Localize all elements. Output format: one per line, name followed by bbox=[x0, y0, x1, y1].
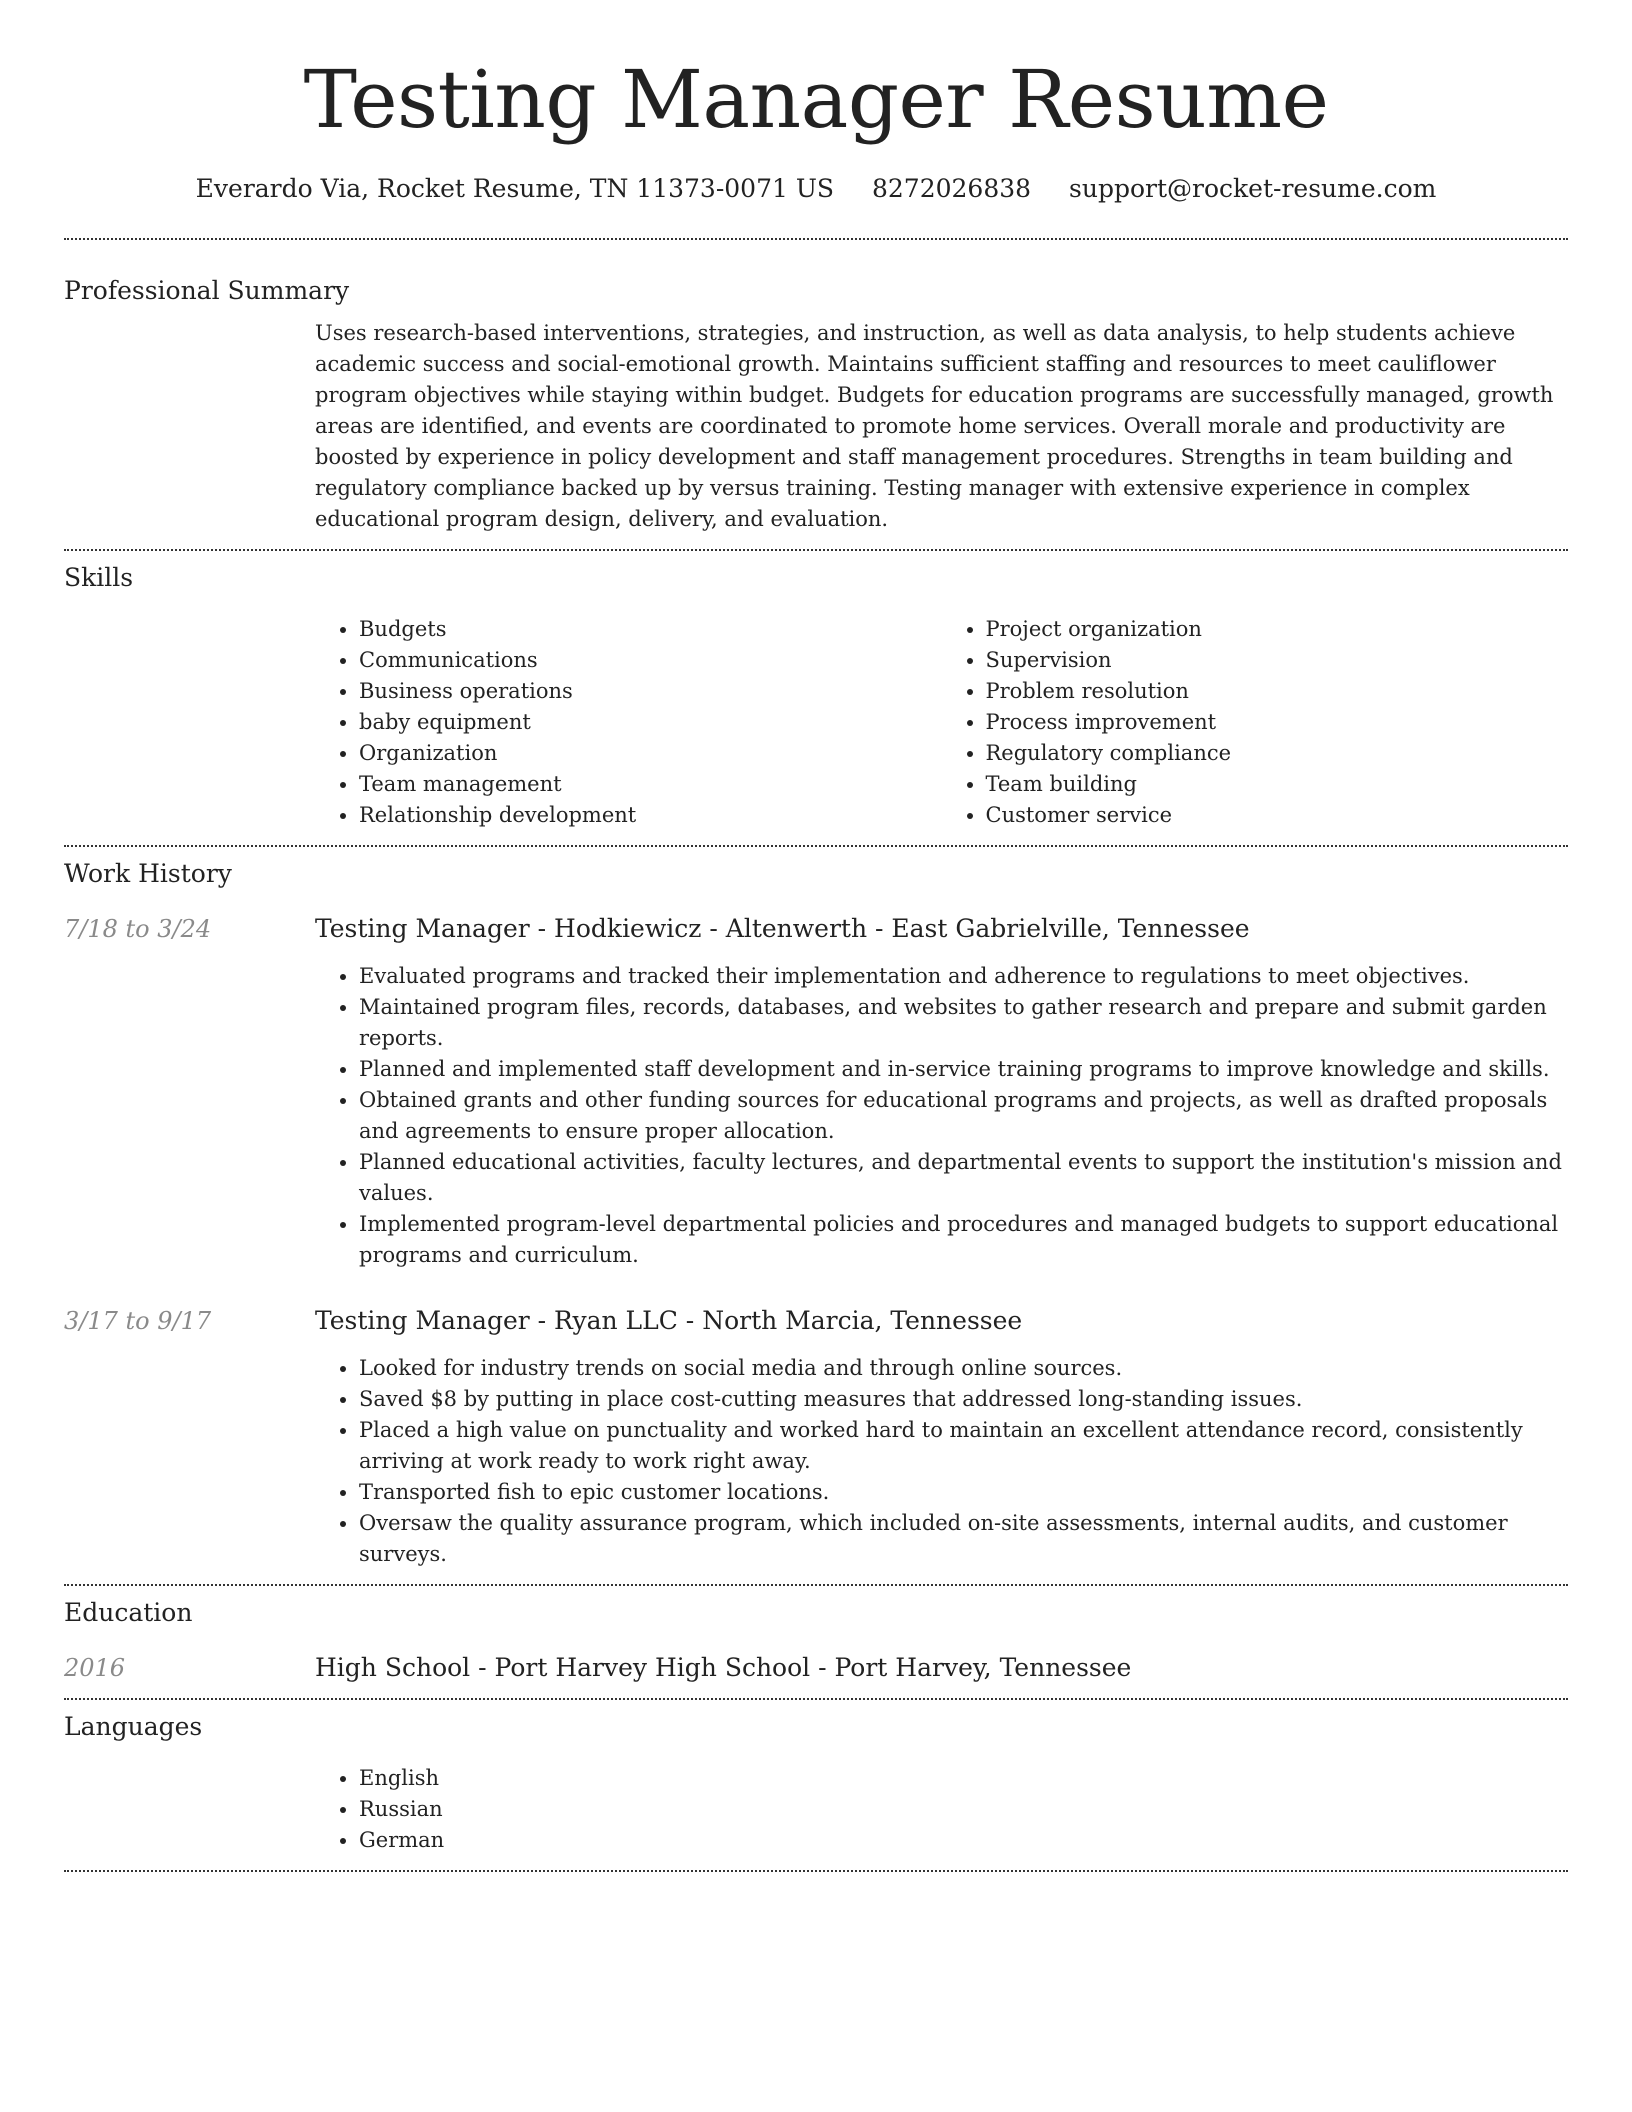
job-bullet: • Planned educational activities, faculty lectures, and departmental events to support the institution's mission and values. bbox=[359, 1147, 1568, 1209]
skill-item: • Team building bbox=[986, 769, 1569, 800]
work-history-section bbox=[64, 847, 1568, 1584]
job-bullet: • Oversaw the quality assurance program, which included on-site assessments, internal audits, and customer surveys. bbox=[359, 1508, 1568, 1570]
education-date: 2016 bbox=[64, 1654, 126, 1682]
section-heading-work: Work History bbox=[64, 859, 232, 888]
job-dates: 3/17 to 9/17 bbox=[64, 1307, 212, 1335]
section-heading-languages: Languages bbox=[64, 1712, 203, 1741]
skills-section bbox=[64, 551, 1568, 845]
page-title: Testing Manager Resume bbox=[303, 53, 1329, 146]
job-bullets bbox=[315, 961, 1568, 1271]
contact-line bbox=[64, 172, 1568, 206]
skill-item: • Business operations bbox=[359, 676, 942, 707]
contact-phone: 8272026838 bbox=[872, 174, 1032, 203]
job-bullet: • Looked for industry trends on social media and through online sources. bbox=[359, 1353, 1568, 1384]
education-section bbox=[64, 1586, 1568, 1698]
job-dates: 7/18 to 3/24 bbox=[64, 915, 212, 943]
job-bullet: • Transported fish to epic customer locations. bbox=[359, 1477, 1568, 1508]
section-heading-summary: Professional Summary bbox=[64, 276, 350, 305]
skill-item: • Regulatory compliance bbox=[986, 738, 1569, 769]
languages-list bbox=[315, 1763, 1568, 1856]
job-heading bbox=[315, 1305, 1568, 1337]
language-item: • English bbox=[359, 1763, 1568, 1794]
job-heading bbox=[315, 913, 1568, 945]
skill-item: • baby equipment bbox=[359, 707, 942, 738]
skill-item: • Team management bbox=[359, 769, 942, 800]
contact-email: support@rocket-resume.com bbox=[1069, 174, 1437, 203]
section-heading-skills: Skills bbox=[64, 563, 134, 592]
contact-address: Everardo Via, Rocket Resume, TN 11373-0071 US bbox=[195, 174, 835, 203]
skill-item: • Customer service bbox=[986, 800, 1569, 831]
job-entry bbox=[64, 1305, 1568, 1584]
language-item: • Russian bbox=[359, 1794, 1568, 1825]
divider bbox=[64, 1870, 1568, 1872]
skill-item: • Project organization bbox=[986, 614, 1569, 645]
education-details: - Port Harvey High School - Port Harvey, Tennessee bbox=[470, 1653, 1132, 1682]
skill-item: • Relationship development bbox=[359, 800, 942, 831]
job-bullet: • Placed a high value on punctuality and worked hard to maintain an excellent attendance record, consistently arriving at work ready to work right away. bbox=[359, 1415, 1568, 1477]
job-bullets bbox=[315, 1353, 1568, 1570]
job-title: Testing Manager bbox=[315, 1306, 530, 1335]
job-details: - Hodkiewicz - Altenwerth - East Gabrielville, Tennessee bbox=[529, 914, 1250, 943]
skill-item: • Process improvement bbox=[986, 707, 1569, 738]
summary-text: Uses research-based interventions, strategies, and instruction, as well as data analysis, to help students achieve academic success and social-emotional growth. Maintains sufficient staffing and resources to meet cauliflower program objectives while staying within budget. Budgets for education programs are successfully managed, growth areas are identified, and events are coordinated to promote home services. Overall morale and productivity are boosted by experience in policy development and staff management procedures. Strengths in team building and regulatory compliance backed up by versus training. Testing manager with extensive experience in complex educational program design, delivery, and evaluation. bbox=[315, 321, 1554, 531]
job-entry bbox=[64, 913, 1568, 1271]
education-heading bbox=[315, 1652, 1568, 1684]
summary-section bbox=[64, 240, 1568, 549]
skills-list-left bbox=[315, 614, 942, 831]
education-entry bbox=[64, 1652, 1568, 1698]
skills-list-right bbox=[942, 614, 1569, 831]
job-bullet: • Maintained program files, records, databases, and websites to gather research and prepare and submit garden reports. bbox=[359, 992, 1568, 1054]
job-bullet: • Obtained grants and other funding sources for educational programs and projects, as well as drafted proposals and agreements to ensure proper allocation. bbox=[359, 1085, 1568, 1147]
job-bullet: • Implemented program-level departmental policies and procedures and managed budgets to support educational programs and curriculum. bbox=[359, 1209, 1568, 1271]
language-item: • German bbox=[359, 1825, 1568, 1856]
languages-section bbox=[64, 1700, 1568, 1870]
job-bullet: • Saved $8 by putting in place cost-cutting measures that addressed long-standing issues. bbox=[359, 1384, 1568, 1415]
job-details: - Ryan LLC - North Marcia, Tennessee bbox=[529, 1306, 1023, 1335]
skill-item: • Communications bbox=[359, 645, 942, 676]
skill-item: • Supervision bbox=[986, 645, 1569, 676]
section-heading-education: Education bbox=[64, 1598, 193, 1627]
skill-item: • Budgets bbox=[359, 614, 942, 645]
skill-item: • Problem resolution bbox=[986, 676, 1569, 707]
education-degree: High School bbox=[315, 1653, 471, 1682]
skill-item: • Organization bbox=[359, 738, 942, 769]
job-title: Testing Manager bbox=[315, 914, 530, 943]
job-bullet: • Planned and implemented staff development and in-service training programs to improve knowledge and skills. bbox=[359, 1054, 1568, 1085]
job-bullet: • Evaluated programs and tracked their implementation and adherence to regulations to meet objectives. bbox=[359, 961, 1568, 992]
